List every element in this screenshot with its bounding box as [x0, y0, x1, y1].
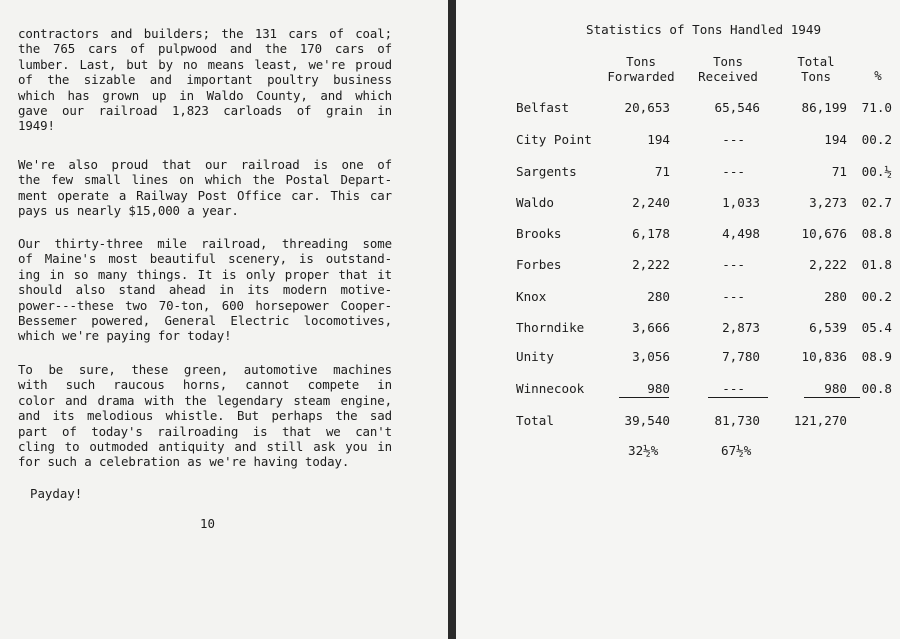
text-line: with such raucous horns, cannot compete in — [18, 377, 392, 393]
header-line: Tons — [801, 69, 831, 84]
cell-forwarded: 194 — [647, 132, 670, 147]
cell-forwarded: 3,666 — [632, 320, 670, 335]
cell-place: Knox — [516, 289, 547, 304]
text-line: ing in so many things. It is only proper that it — [18, 266, 392, 282]
cell-total: 10,676 — [801, 226, 847, 241]
underline-rule — [708, 397, 768, 398]
share-forwarded: 32½% — [628, 443, 659, 458]
total-row — [456, 413, 900, 433]
cell-place: Thorndike — [516, 320, 585, 335]
text-line: pays us nearly $15,000 a year. — [18, 203, 239, 219]
paragraph-4 — [18, 362, 392, 470]
cell-percent: 08.8 — [861, 226, 892, 241]
cell-forwarded: 20,653 — [624, 100, 670, 115]
book-gutter — [448, 0, 456, 639]
cell-forwarded: 6,178 — [632, 226, 670, 241]
text-line: power---these two 70-ton, 600 horsepower Cooper- — [18, 297, 392, 313]
cell-total: 6,539 — [809, 320, 847, 335]
cell-percent: 05.4 — [861, 320, 892, 335]
text-line: should also stand ahead in its modern motive- — [18, 282, 392, 298]
text-line: for such a celebration as we're having today. — [18, 454, 350, 470]
underline-rule — [804, 397, 860, 398]
cell-total: 194 — [824, 132, 847, 147]
cell-place: Waldo — [516, 195, 554, 210]
cell-place: Unity — [516, 349, 554, 364]
cell-place: City Point — [516, 132, 592, 147]
cell-forwarded: 2,222 — [632, 257, 670, 272]
cell-forwarded: 3,056 — [632, 349, 670, 364]
cell-received: --- — [722, 132, 745, 147]
text-line: the 765 cars of pulpwood and the 170 cars of — [18, 41, 392, 57]
text-line: Bessemer powered, General Electric locomotives, — [18, 312, 392, 328]
paragraph-1 — [18, 26, 392, 134]
text-line: 1949! — [18, 118, 55, 134]
table-row — [456, 349, 900, 369]
table-row — [456, 289, 900, 309]
cell-place: Winnecook — [516, 381, 585, 396]
cell-place: Sargents — [516, 164, 577, 179]
closing-text: Payday! — [30, 486, 83, 501]
text-line: of the sizable and important poultry business — [18, 72, 392, 88]
cell-total: 121,270 — [793, 413, 847, 428]
table-row — [456, 100, 900, 120]
cell-percent: 08.9 — [861, 349, 892, 364]
cell-received: --- — [722, 381, 745, 396]
cell-total: 10,836 — [801, 349, 847, 364]
cell-received: --- — [722, 289, 745, 304]
cell-total: 86,199 — [801, 100, 847, 115]
cell-received: 81,730 — [714, 413, 760, 428]
text-line: and its melodious whistle. But perhaps the sad — [18, 408, 392, 424]
table-title: Statistics of Tons Handled 1949 — [586, 22, 822, 37]
text-line: We're also proud that our railroad is one of — [18, 157, 392, 172]
table-row — [456, 381, 900, 401]
cell-percent: 02.7 — [861, 195, 892, 210]
page-number: 10 — [200, 516, 215, 531]
table-row — [456, 226, 900, 246]
text-line: color and drama with the legendary steam engine, — [18, 392, 392, 408]
right-page — [456, 0, 900, 639]
cell-percent: 00.8 — [861, 381, 892, 396]
cell-forwarded: 71 — [654, 164, 670, 179]
paragraph-3 — [18, 236, 392, 344]
left-page — [0, 0, 448, 639]
header-line: Total — [797, 54, 835, 69]
cell-place: Forbes — [516, 257, 562, 272]
cell-received: 65,546 — [714, 100, 760, 115]
header-total — [781, 54, 851, 84]
text-line: lumber. Last, but by no means least, we're proud — [18, 56, 392, 72]
cell-place: Belfast — [516, 100, 570, 115]
table-row — [456, 257, 900, 277]
header-forwarded — [596, 54, 686, 84]
text-line: To be sure, these green, automotive machines — [18, 362, 392, 377]
cell-percent: 71.0 — [861, 100, 892, 115]
cell-received: --- — [722, 164, 745, 179]
text-line: ment operate a Railway Post Office car. This car — [18, 187, 392, 203]
text-line: part of today's railroading is that we can't — [18, 423, 392, 439]
share-received: 67½% — [721, 443, 752, 458]
text-line: of Maine's most beautiful scenery, is outstand- — [18, 251, 392, 267]
header-percent: % — [874, 68, 882, 83]
header-line: Tons — [713, 54, 743, 69]
underline-rule — [619, 397, 669, 398]
cell-total: 3,273 — [809, 195, 847, 210]
header-line: Tons — [626, 54, 656, 69]
cell-place: Brooks — [516, 226, 562, 241]
header-line: Forwarded — [607, 69, 675, 84]
table-row — [456, 132, 900, 152]
cell-total: 280 — [824, 289, 847, 304]
cell-place: Total — [516, 413, 554, 428]
header-line: Received — [698, 69, 758, 84]
cell-received: 2,873 — [722, 320, 760, 335]
cell-received: 7,780 — [722, 349, 760, 364]
cell-received: --- — [722, 257, 745, 272]
cell-received: 1,033 — [722, 195, 760, 210]
cell-forwarded: 280 — [647, 289, 670, 304]
text-line: cling to outmoded antiquity and still ask you in — [18, 438, 392, 454]
cell-received: 4,498 — [722, 226, 760, 241]
paragraph-2 — [18, 157, 392, 219]
table-row — [456, 164, 900, 184]
text-line: which has grown up in Waldo County, and which — [18, 87, 392, 103]
cell-forwarded: 2,240 — [632, 195, 670, 210]
text-line: gave our railroad 1,823 carloads of grain in — [18, 102, 392, 118]
table-row — [456, 320, 900, 340]
text-line: Our thirty-three mile railroad, threading some — [18, 236, 392, 251]
cell-forwarded: 980 — [647, 381, 670, 396]
cell-total: 980 — [824, 381, 847, 396]
cell-total: 71 — [831, 164, 847, 179]
cell-total: 2,222 — [809, 257, 847, 272]
table-row — [456, 195, 900, 215]
header-received — [688, 54, 768, 84]
text-line: contractors and builders; the 131 cars of coal; — [18, 26, 392, 41]
cell-percent: 00.2 — [861, 132, 892, 147]
cell-percent: 00.2 — [861, 289, 892, 304]
cell-percent: 01.8 — [861, 257, 892, 272]
text-line: which we're paying for today! — [18, 328, 232, 344]
cell-forwarded: 39,540 — [624, 413, 670, 428]
text-line: the few small lines on which the Postal Depart- — [18, 172, 392, 188]
cell-percent: 00.½ — [861, 164, 892, 179]
